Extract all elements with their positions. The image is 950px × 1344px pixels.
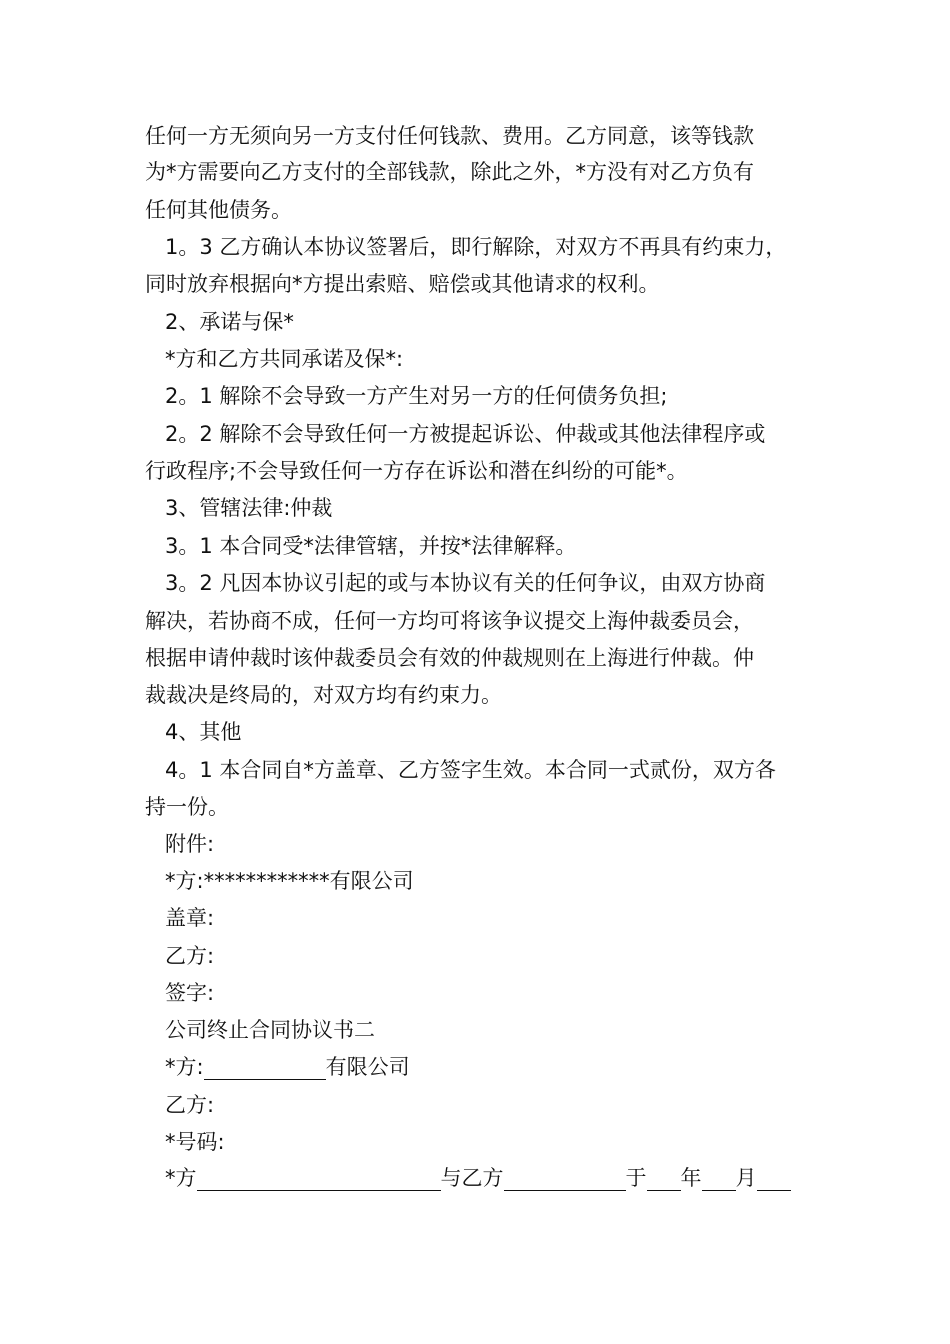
signature-label: 签字: bbox=[165, 981, 215, 1005]
month-label: 月 bbox=[735, 1166, 757, 1190]
year-label: 年 bbox=[680, 1166, 702, 1190]
party-b-line: 乙方: bbox=[165, 1093, 215, 1117]
party-a-prefix: *方: bbox=[165, 1055, 204, 1079]
clause-3-2: 3。2 凡因本协议引起的或与本协议有关的任何争议，由双方协商 bbox=[165, 571, 766, 595]
clause-1-3: 1。3 乙方确认本协议签署后，即行解除，对双方不再具有约束力， bbox=[165, 235, 787, 259]
section-title: 公司终止合同协议书二 bbox=[165, 1018, 375, 1042]
at-label: 于 bbox=[625, 1166, 647, 1190]
seal-label: 盖章: bbox=[165, 906, 215, 930]
section-heading-3: 3、管辖法律:仲裁 bbox=[165, 496, 333, 520]
section-heading-2: 2、承诺与保* bbox=[165, 310, 294, 334]
paragraph-line: 裁裁决是终局的，对双方均有约束力。 bbox=[145, 683, 502, 707]
day-blank bbox=[757, 1168, 791, 1191]
clause-3-1: 3。1 本合同受*法律管辖，并按*法律解释。 bbox=[165, 534, 577, 558]
paragraph-line: 任何一方无须向另一方支付任何钱款、费用。乙方同意，该等钱款 bbox=[145, 124, 754, 148]
paragraph-line: 根据申请仲裁时该仲裁委员会有效的仲裁规则在上海进行仲裁。仲 bbox=[145, 646, 754, 670]
paragraph-line: 同时放弃根据向*方提出索赔、赔偿或其他请求的权利。 bbox=[145, 272, 660, 296]
agreement-line bbox=[165, 1163, 845, 1193]
clause-4-1: 4。1 本合同自*方盖章、乙方签字生效。本合同一式贰份，双方各 bbox=[165, 758, 776, 782]
party-a-short: *方 bbox=[165, 1166, 197, 1190]
clause-2-1: 2。1 解除不会导致一方产生对另一方的任何债务负担; bbox=[165, 384, 668, 408]
party-b-blank bbox=[504, 1168, 626, 1191]
month-blank bbox=[702, 1168, 736, 1191]
with-party-b: 与乙方 bbox=[440, 1166, 504, 1190]
party-b-label: 乙方: bbox=[165, 944, 215, 968]
paragraph-line: 行政程序;不会导致任何一方存在诉讼和潜在纠纷的可能*。 bbox=[145, 459, 688, 483]
party-a-name-blank bbox=[204, 1057, 326, 1080]
number-line: *号码: bbox=[165, 1130, 225, 1154]
paragraph-line: 解决，若协商不成，任何一方均可将该争议提交上海仲裁委员会， bbox=[145, 609, 754, 633]
paragraph-line: 为*方需要向乙方支付的全部钱款，除此之外，*方没有对乙方负有 bbox=[145, 160, 754, 184]
year-blank bbox=[647, 1168, 681, 1191]
party-a-line bbox=[165, 1052, 845, 1082]
party-a-blank bbox=[197, 1168, 441, 1191]
paragraph-line: 任何其他债务。 bbox=[145, 198, 292, 222]
party-a-company: *方:************有限公司 bbox=[165, 869, 414, 893]
paragraph-line: *方和乙方共同承诺及保*: bbox=[165, 347, 404, 371]
section-heading-4: 4、其他 bbox=[165, 720, 242, 744]
clause-2-2: 2。2 解除不会导致任何一方被提起诉讼、仲裁或其他法律程序或 bbox=[165, 422, 766, 446]
attachment-label: 附件: bbox=[165, 832, 215, 856]
paragraph-line: 持一份。 bbox=[145, 795, 229, 819]
party-a-suffix: 有限公司 bbox=[325, 1055, 410, 1079]
